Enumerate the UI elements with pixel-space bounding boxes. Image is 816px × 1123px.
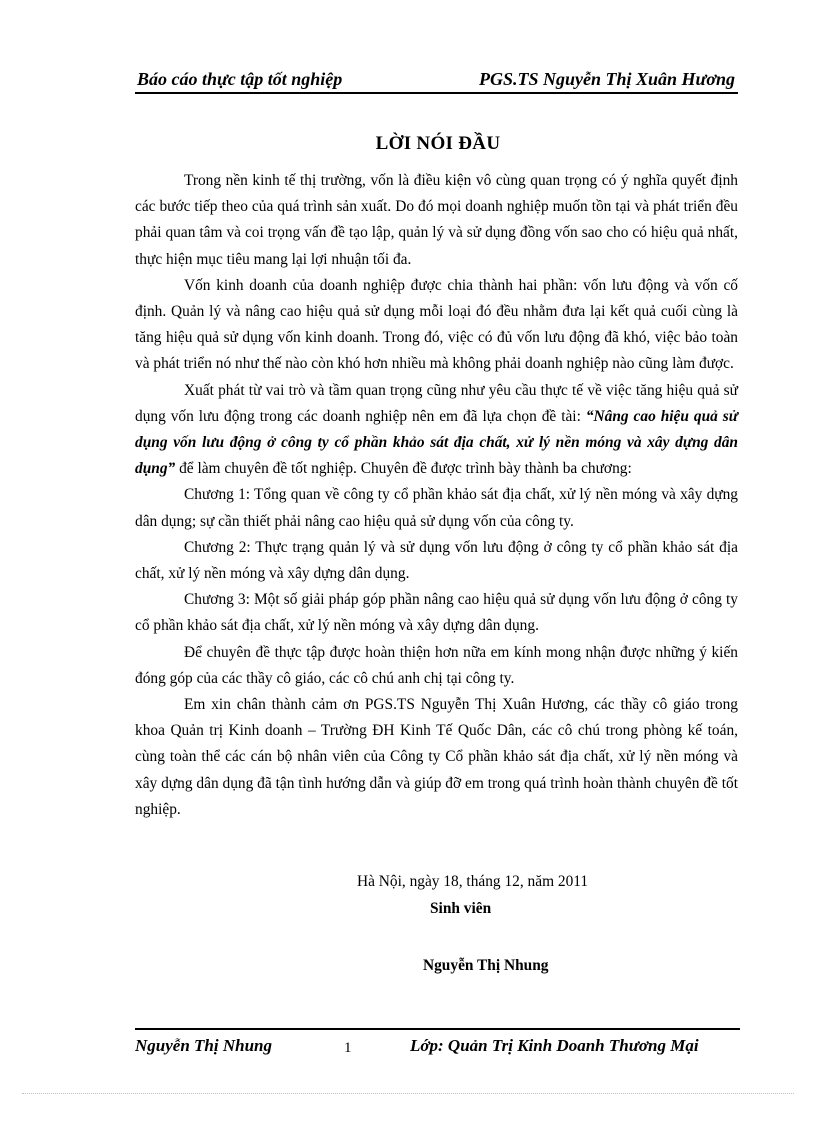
paragraph-3-end: để làm chuyên đề tốt nghiệp. Chuyên đề được trình bày thành ba chương: [175,460,632,478]
signature-role: Sinh viên [430,900,492,917]
footer-divider [135,1028,740,1030]
signature-date: Hà Nội, ngày 18, tháng 12, năm 2011 [357,873,589,890]
paragraph-8: Em xin chân thành cảm ơn PGS.TS Nguyễn Thị Xuân Hương, các thầy cô giáo trong khoa Quản trị Kinh doanh – Trường ĐH Kinh Tế Quốc Dân, các cô chú trong phòng kế toán, cùng toàn thể các cán bộ nhân viên của Công ty Cổ phần khảo sát địa chất, xử lý nền móng và xây dựng dân dụng đã tận tình hướng dẫn và giúp đỡ em trong quá trình hoàn thành chuyên đề tốt nghiệp. [135,696,738,818]
paragraph-chapter-3: Chương 3: Một số giải pháp góp phần nâng cao hiệu quả sử dụng vốn lưu động ở công ty cổ phần khảo sát địa chất, xử lý nền móng và xây dựng dân dụng. [135,591,738,635]
body-text [135,168,738,823]
page-bottom-divider [22,1093,794,1094]
page-title: LỜI NÓI ĐẦU [375,133,501,154]
header-supervisor: PGS.TS Nguyễn Thị Xuân Hương [479,69,735,89]
paragraph-3-start: Xuất phát từ vai trò và tầm quan trọng cũng như yêu cầu thực tế về việc tăng hiệu quả sử dụng vốn lưu động trong các doanh nghiệp nên em đã lựa chọn đề tài: [135,381,738,425]
paragraph-7: Để chuyên đề thực tập được hoàn thiện hơn nữa em kính mong nhận được những ý kiến đóng góp của các thầy cô giáo, các cô chú anh chị tại công ty. [135,643,738,687]
topic-title: “Nâng cao hiệu quả sử dụng vốn lưu động ở công ty cổ phần khảo sát địa chất, xử lý nền móng và xây dựng dân dụng” [135,407,739,478]
paragraph-3 [135,378,738,483]
page-number: 1 [344,1040,352,1056]
paragraph-1: Trong nền kinh tế thị trường, vốn là điều kiện vô cùng quan trọng có ý nghĩa quyết định các bước tiếp theo của quá trình sản xuất. Do đó mọi doanh nghiệp muốn tồn tại và phát triển đều phải quan tâm và coi trọng vấn đề tạo lập, quản lý và sử dụng đồng vốn sao cho có hiệu quả nhất, thực hiện mục tiêu mang lại lợi nhuận tối đa. [135,172,738,268]
paragraph-2: Vốn kinh doanh của doanh nghiệp được chia thành hai phần: vốn lưu động và vốn cố định. Quản lý và nâng cao hiệu quả sử dụng mỗi loại đó đều nhằm đưa lại kết quả cuối cùng là tăng hiệu quả sử dụng vốn kinh doanh. Trong đó, việc có đủ vốn lưu động đã khó, việc bảo toàn và phát triển nó như thế nào còn khó hơn nhiều mà không phải doanh nghiệp nào cũng làm được. [135,276,738,373]
header-report-title: Báo cáo thực tập tốt nghiệp [137,69,343,89]
footer-author: Nguyễn Thị Nhung [135,1036,272,1055]
paragraph-chapter-2: Chương 2: Thực trạng quản lý và sử dụng vốn lưu động ở công ty cổ phần khảo sát địa chất, xử lý nền móng và xây dựng dân dụng. [135,538,738,583]
footer-class: Lớp: Quản Trị Kinh Doanh Thương Mại [410,1036,699,1055]
paragraph-chapter-1: Chương 1: Tổng quan về công ty cổ phần khảo sát địa chất, xử lý nền móng và xây dựng dân dụng; sự cần thiết phải nâng cao hiệu quả sử dụng vốn của công ty. [135,486,738,530]
page-header [135,68,738,94]
signature-name: Nguyễn Thị Nhung [423,957,549,974]
